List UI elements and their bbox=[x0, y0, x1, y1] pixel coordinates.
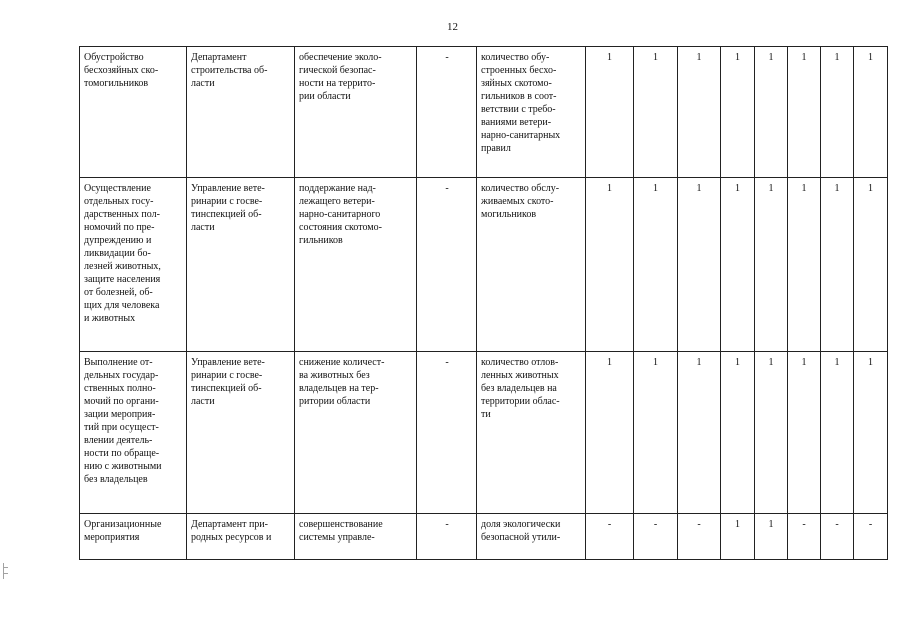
value-cell: 1 bbox=[755, 178, 788, 352]
responsible-cell: Департамент при- родных ресурсов и bbox=[187, 514, 295, 560]
result-cell: снижение количест- ва животных без владельцев на тер- ритории области bbox=[295, 352, 417, 514]
value-cell: 1 bbox=[721, 514, 755, 560]
value-cell: 1 bbox=[678, 352, 721, 514]
value-cell: 1 bbox=[634, 178, 678, 352]
program-table bbox=[79, 46, 888, 560]
event-cell: Осуществление отдельных госу- дарственных пол- номочий по пре- дупреждению и ликвидации бо- лезней животных, защите населения от болезней, об- щих для человека и животных bbox=[80, 178, 187, 352]
responsible-cell: Департамент строительства об- ласти bbox=[187, 47, 295, 178]
value-cell: 1 bbox=[788, 352, 821, 514]
value-cell: 1 bbox=[721, 178, 755, 352]
page-number: 12 bbox=[447, 21, 458, 33]
value-cell: 1 bbox=[721, 47, 755, 178]
table-row bbox=[80, 47, 888, 178]
indicator-cell: количество обу- строенных бесхо- зяйных скотомо- гильников в соот- ветствии с требо- ваниями ветери- нарно-санитарных правил bbox=[477, 47, 586, 178]
indicator-cell: количество обслу- живаемых ското- могильников bbox=[477, 178, 586, 352]
result-cell: поддержание над- лежащего ветери- нарно-санитарного состояния скотомо- гильников bbox=[295, 178, 417, 352]
value-cell: - bbox=[854, 514, 888, 560]
value-cell: 1 bbox=[755, 47, 788, 178]
value-cell: - bbox=[586, 514, 634, 560]
event-cell: Выполнение от- дельных государ- ственных полно- мочий по органи- зации мероприя- тий при осущест- влении деятель- ности по обраще- нию с животными без владельцев bbox=[80, 352, 187, 514]
value-cell: 1 bbox=[821, 352, 854, 514]
indicator-cell: доля экологически безопасной утили- bbox=[477, 514, 586, 560]
value-cell: 1 bbox=[634, 47, 678, 178]
value-cell: 1 bbox=[755, 352, 788, 514]
value-cell: 1 bbox=[788, 178, 821, 352]
value-cell: 1 bbox=[821, 47, 854, 178]
table-row bbox=[80, 514, 888, 560]
value-cell: - bbox=[821, 514, 854, 560]
scan-margin-mark bbox=[3, 563, 9, 579]
value-cell: 1 bbox=[854, 352, 888, 514]
value-cell: 1 bbox=[721, 352, 755, 514]
result-cell: совершенствование системы управле- bbox=[295, 514, 417, 560]
value-cell: - bbox=[634, 514, 678, 560]
value-cell: 1 bbox=[586, 352, 634, 514]
event-cell: Организационные мероприятия bbox=[80, 514, 187, 560]
value-cell: 1 bbox=[854, 178, 888, 352]
value-cell: 1 bbox=[854, 47, 888, 178]
value-cell: - bbox=[678, 514, 721, 560]
value-cell: 1 bbox=[678, 47, 721, 178]
dash-cell: - bbox=[417, 178, 477, 352]
table-row bbox=[80, 352, 888, 514]
table-row bbox=[80, 178, 888, 352]
value-cell: 1 bbox=[788, 47, 821, 178]
value-cell: 1 bbox=[634, 352, 678, 514]
value-cell: 1 bbox=[678, 178, 721, 352]
dash-cell: - bbox=[417, 514, 477, 560]
responsible-cell: Управление вете- ринарии с госве- тинспекцией об- ласти bbox=[187, 178, 295, 352]
value-cell: 1 bbox=[821, 178, 854, 352]
result-cell: обеспечение эколо- гической безопас- ности на террито- рии области bbox=[295, 47, 417, 178]
dash-cell: - bbox=[417, 47, 477, 178]
value-cell: 1 bbox=[586, 178, 634, 352]
value-cell: - bbox=[788, 514, 821, 560]
dash-cell: - bbox=[417, 352, 477, 514]
responsible-cell: Управление вете- ринарии с госве- тинспекцией об- ласти bbox=[187, 352, 295, 514]
event-cell: Обустройство бесхозяйных ско- томогильников bbox=[80, 47, 187, 178]
value-cell: 1 bbox=[755, 514, 788, 560]
indicator-cell: количество отлов- ленных животных без владельцев на территории облас- ти bbox=[477, 352, 586, 514]
value-cell: 1 bbox=[586, 47, 634, 178]
